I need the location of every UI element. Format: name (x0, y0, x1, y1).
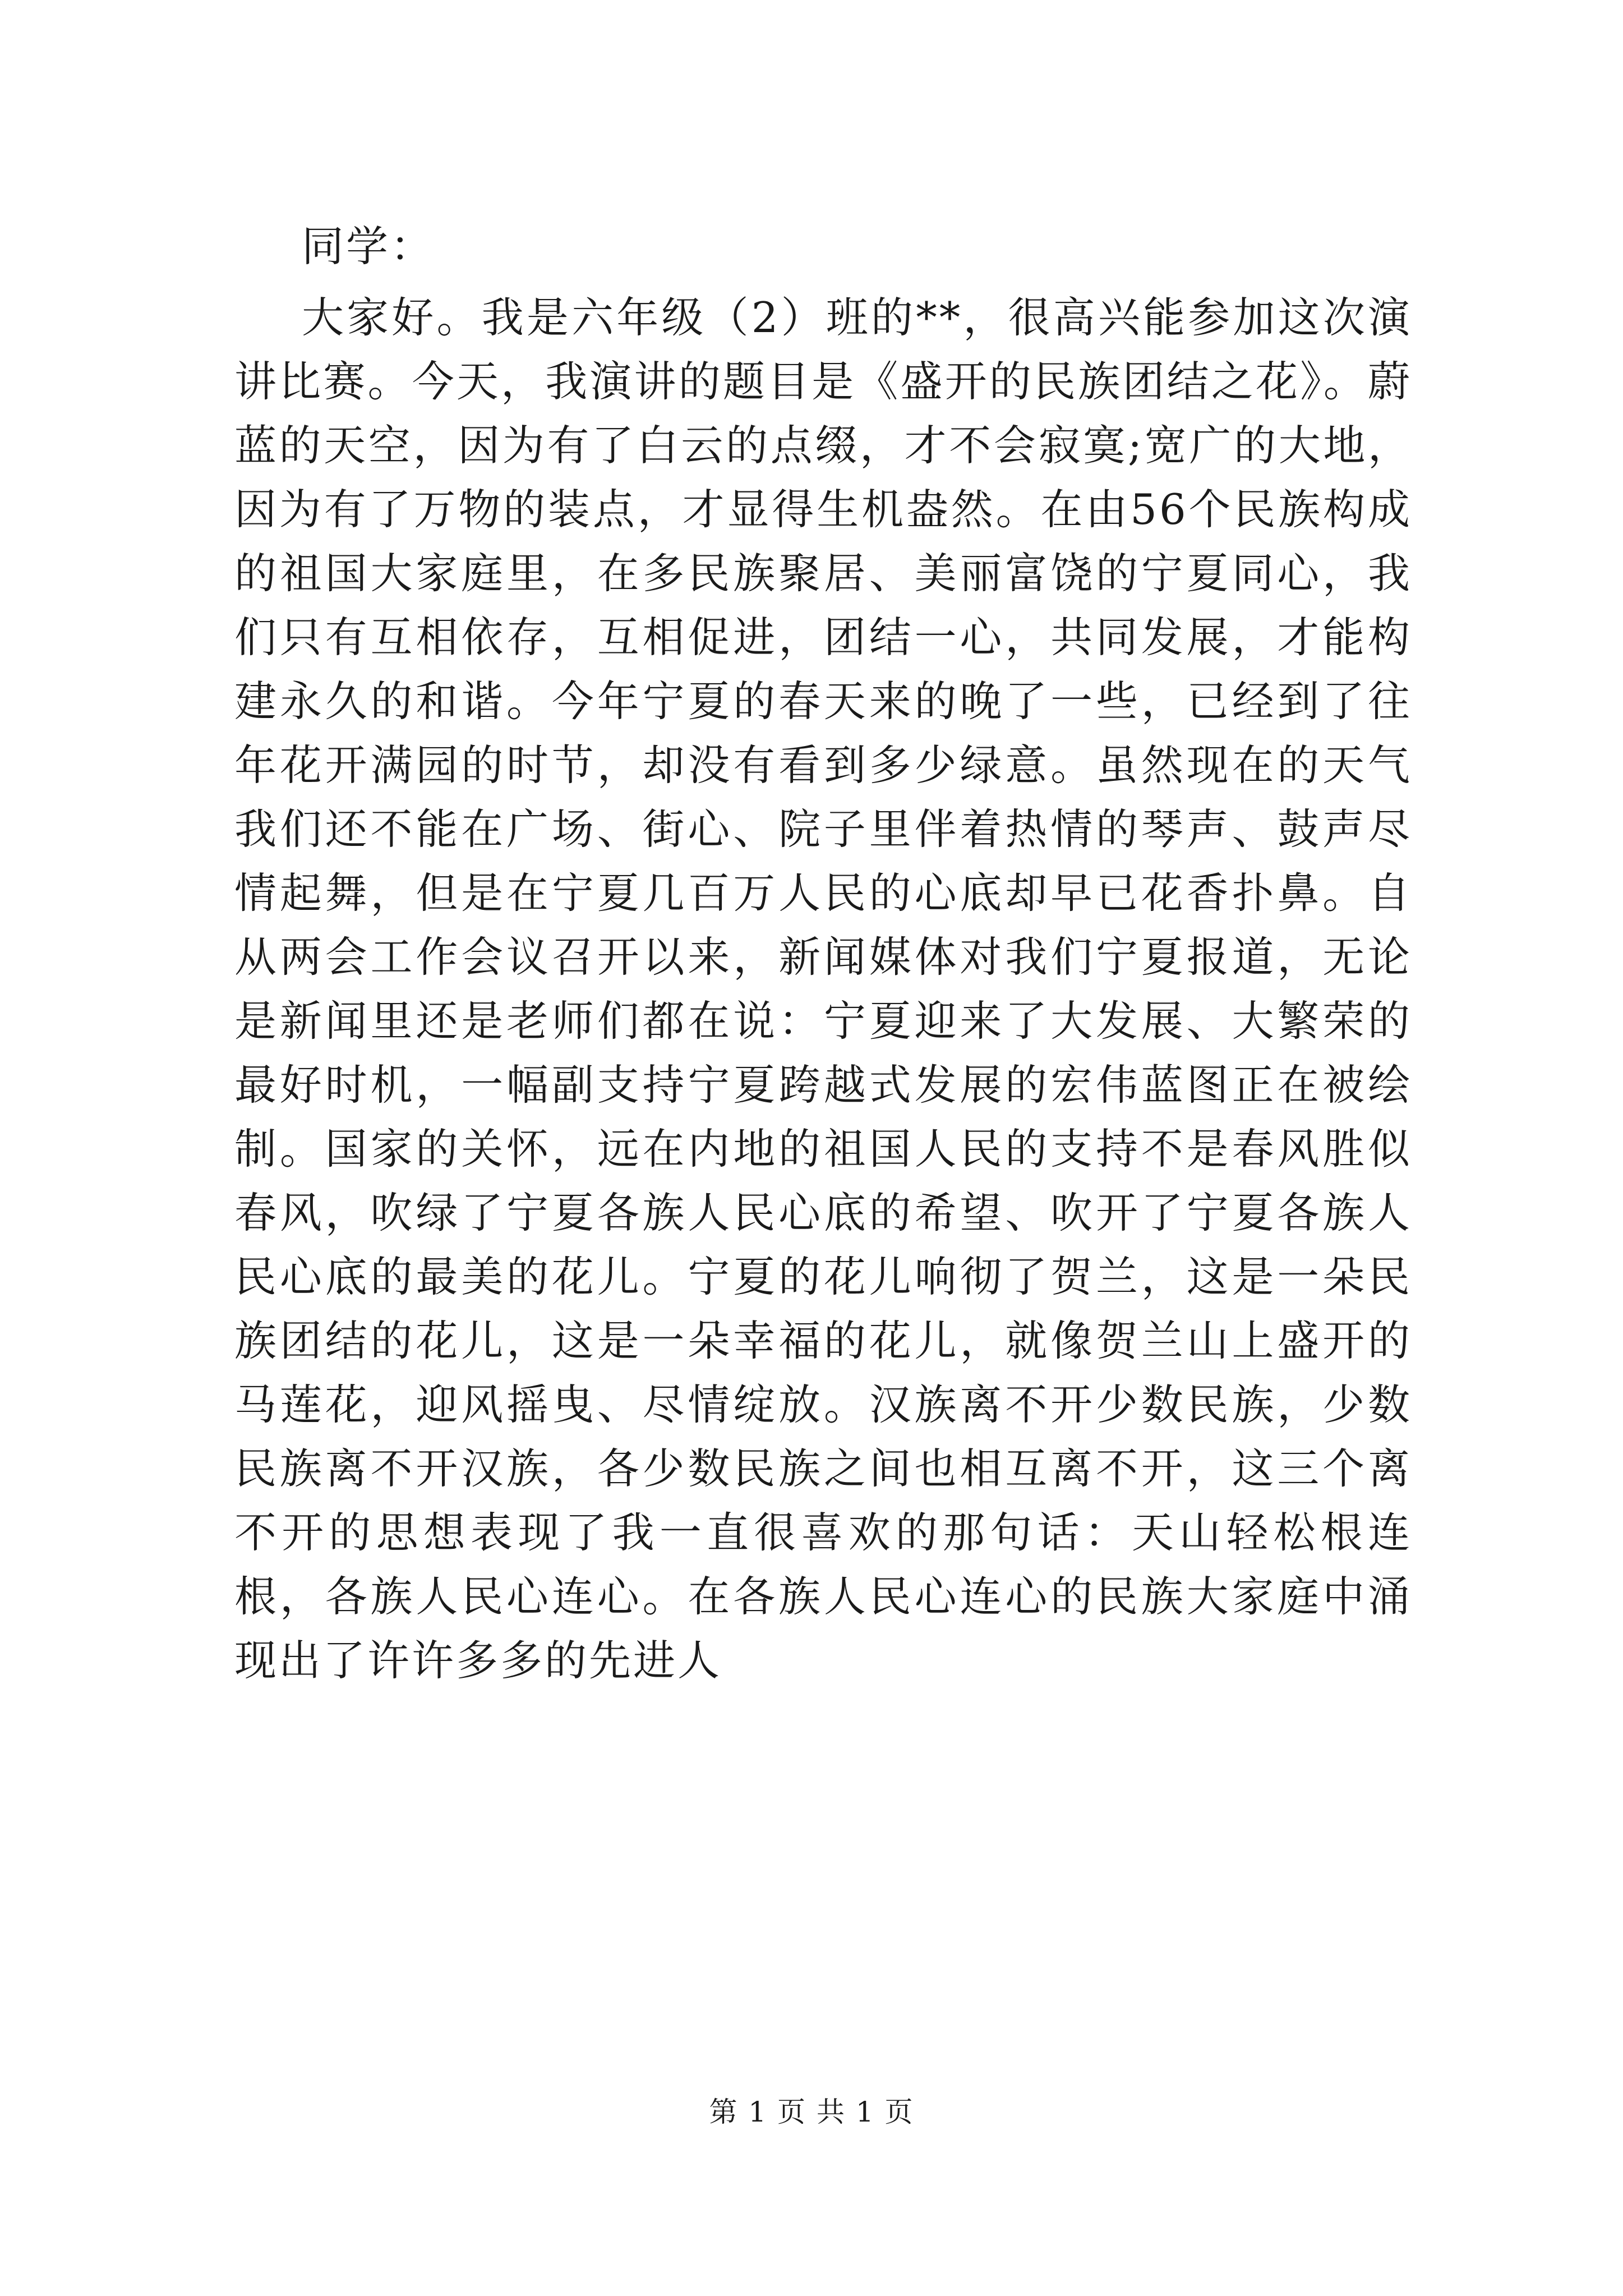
salutation: 同学： (302, 222, 435, 271)
document-body (234, 222, 1412, 1692)
page-footer: 第 1 页 共 1 页 (709, 2096, 914, 2128)
speech-paragraph: 大家好。我是六年级（2）班的**，很高兴能参加这次演讲比赛。今天，我演讲的题目是《盛开的民族团结之花》。蔚蓝的天空，因为有了白云的点缀，才不会寂寞;宽广的大地，因为有了万物的装点，才显得生机盎然。在由56个民族构成的祖国大家庭里，在多民族聚居、美丽富饶的宁夏同心，我们只有互相依存，互相促进，团结一心，共同发展，才能构建永久的和谐。今年宁夏的春天来的晚了一些，已经到了往年花开满园的时节，却没有看到多少绿意。虽然现在的天气我们还不能在广场、街心、院子里伴着热情的琴声、鼓声尽情起舞，但是在宁夏几百万人民的心底却早已花香扑鼻。自从两会工作会议召开以来，新闻媒体对我们宁夏报道，无论是新闻里还是老师们都在说：宁夏迎来了大发展、大繁荣的最好时机，一幅副支持宁夏跨越式发展的宏伟蓝图正在被绘制。国家的关怀，远在内地的祖国人民的支持不是春风胜似春风，吹绿了宁夏各族人民心底的希望、吹开了宁夏各族人民心底的最美的花儿。宁夏的花儿响彻了贺兰，这是一朵民族团结的花儿，这是一朵幸福的花儿，就像贺兰山上盛开的马莲花，迎风摇曳、尽情绽放。汉族离不开少数民族，少数民族离不开汉族，各少数民族之间也相互离不开，这三个离不开的思想表现了我一直很喜欢的那句话：天山轻松根连根，各族人民心连心。在各族人民心连心的民族大家庭中涌现出了许许多多的先进人 (234, 293, 1412, 1685)
